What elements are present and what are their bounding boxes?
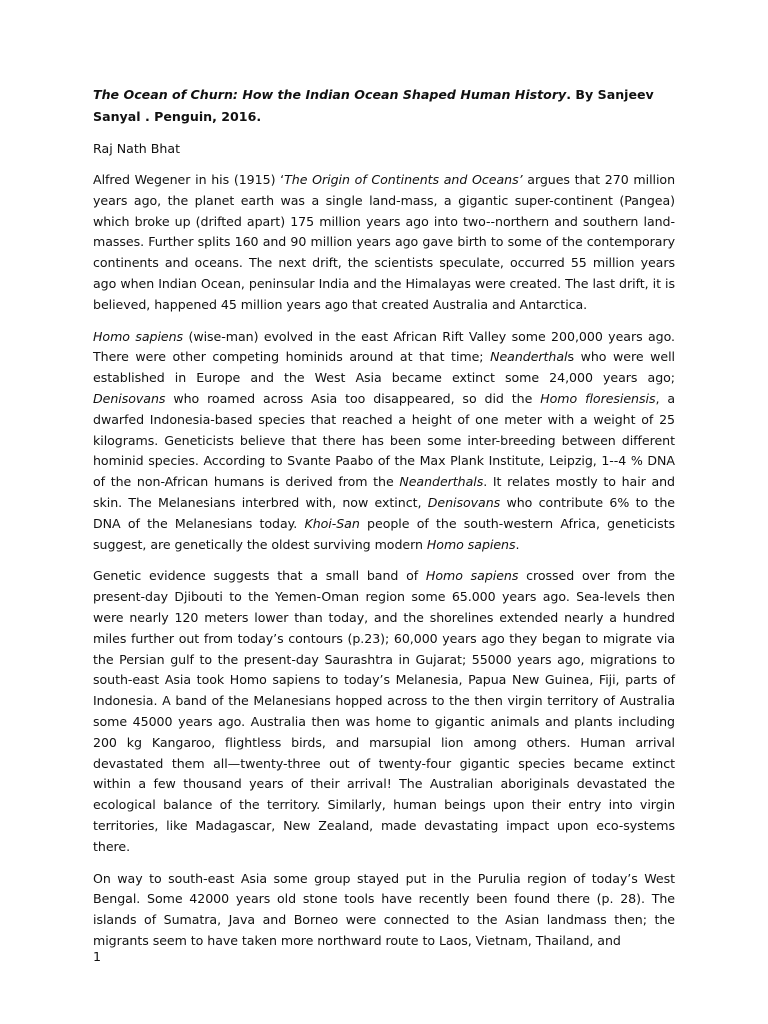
paragraph xyxy=(93,327,675,556)
italic-text: Neanderthal xyxy=(490,349,568,365)
paragraph-text: Alfred Wegener in his (1915) ‘ xyxy=(93,172,285,187)
book-title-details: . By Sanjeev Sanyal . Penguin, 2016. xyxy=(93,87,654,124)
page-content xyxy=(93,84,675,963)
paragraph-text: argues that 270 million years ago, the planet earth was a single land-mass, a gigantic super-continent (Pangea) which broke up (drifted apart) 175 million years ago into two--northern and southern land-masses. Further splits 160 and 90 million years ago gave birth to some of the contemporary continents and oceans. The next drift, the scientists speculate, occurred 55 million years ago when Indian Ocean, peninsular India and the Himalayas were created. The last drift, it is believed, happened 45 million years ago that created Australia and Antarctica. xyxy=(93,172,675,312)
paragraph-text: who roamed across Asia too disappeared, so did the xyxy=(165,390,541,406)
paragraph-text: , a dwarfed Indonesia-based species that reached a height of one meter with a weight of 25 kilograms. Geneticists believe that there has been some inter-breeding between different hominid species. According to Svante Paabo of the Max Plank Institute, Leipzig, 1--4 % DNA of the non-African humans is derived from the xyxy=(93,390,676,490)
book-title xyxy=(93,84,675,127)
paragraph-text: crossed over from the present-day Djibouti to the Yemen-Oman region some 65.000 years ago. Sea-levels then were nearly 120 meters lower than today, and the shorelines extended nearly a hundred miles further out from today’s contours (p.23); 60,000 years ago they began to migrate via the Persian gulf to the present-day Saurashtra in Gujarat; 55000 years ago, migrations to south-east Asia took Homo sapiens to today’s Melanesia, Papua New Guinea, Fiji, parts of Indonesia. A band of the Melanesians hopped across to the then virgin territory of Australia some 45000 years ago. Australia then was home to gigantic animals and plants including 200 kg Kangaroo, flightless birds, and marsupial lion among others. Human arrival devastated them all—twenty-three out of twenty-four gigantic species became extinct within a few thousand years of their arrival! The Australian aboriginals devastated the ecological balance of the territory. Similarly, human beings upon their entry into virgin territories, like Madagascar, New Zealand, made devastating impact upon eco-systems there. xyxy=(93,568,675,854)
book-title-italic: The Ocean of Churn: How the Indian Ocean Shaped Human History xyxy=(93,87,567,102)
paragraph-text: people of the south-western Africa, geneticists suggest, are genetically the oldest surviving modern xyxy=(93,515,676,552)
italic-text: The Origin of Continents and Oceans’ xyxy=(284,172,523,187)
paragraph-text: . It relates mostly to hair and skin. The Melanesians interbred with, now extinct, xyxy=(93,474,676,510)
paragraph-text: s who were well established in Europe and the West Asia became extinct some 24,000 years ago; xyxy=(93,349,675,386)
italic-text: Homo sapiens xyxy=(426,536,516,552)
paragraph-text: who contribute 6% to the DNA of the Melanesians today. xyxy=(93,494,675,531)
paragraph xyxy=(93,869,675,952)
page-number: 1 xyxy=(93,949,102,964)
italic-text: Homo sapiens xyxy=(93,328,184,344)
paragraph xyxy=(93,566,675,857)
paragraph-text: Genetic evidence suggests that a small band of xyxy=(93,568,426,584)
italic-text: Khoi-San xyxy=(304,515,360,531)
paragraph-text: On way to south-east Asia some group stayed put in the Purulia region of today’s West Bengal. Some 42000 years old stone tools have recently been found there (p. 28). The islands of Sumatra, Java and Borneo were connected to the Asian landmass then; the migrants seem to have taken more northward route to Laos, Vietnam, Thailand, and xyxy=(93,870,675,948)
italic-text: Neanderthals xyxy=(399,474,484,490)
paragraph-text: . xyxy=(515,536,520,552)
paragraph xyxy=(93,170,675,316)
review-author: Raj Nath Bhat xyxy=(93,141,181,156)
italic-text: Denisovans xyxy=(427,494,501,510)
italic-text: Denisovans xyxy=(93,390,166,406)
paragraph-text: (wise-man) evolved in the east African Rift Valley some 200,000 years ago. There were other competing hominids around at that time; xyxy=(93,328,675,365)
italic-text: Homo sapiens xyxy=(425,568,519,584)
italic-text: Homo floresiensis xyxy=(540,390,656,406)
